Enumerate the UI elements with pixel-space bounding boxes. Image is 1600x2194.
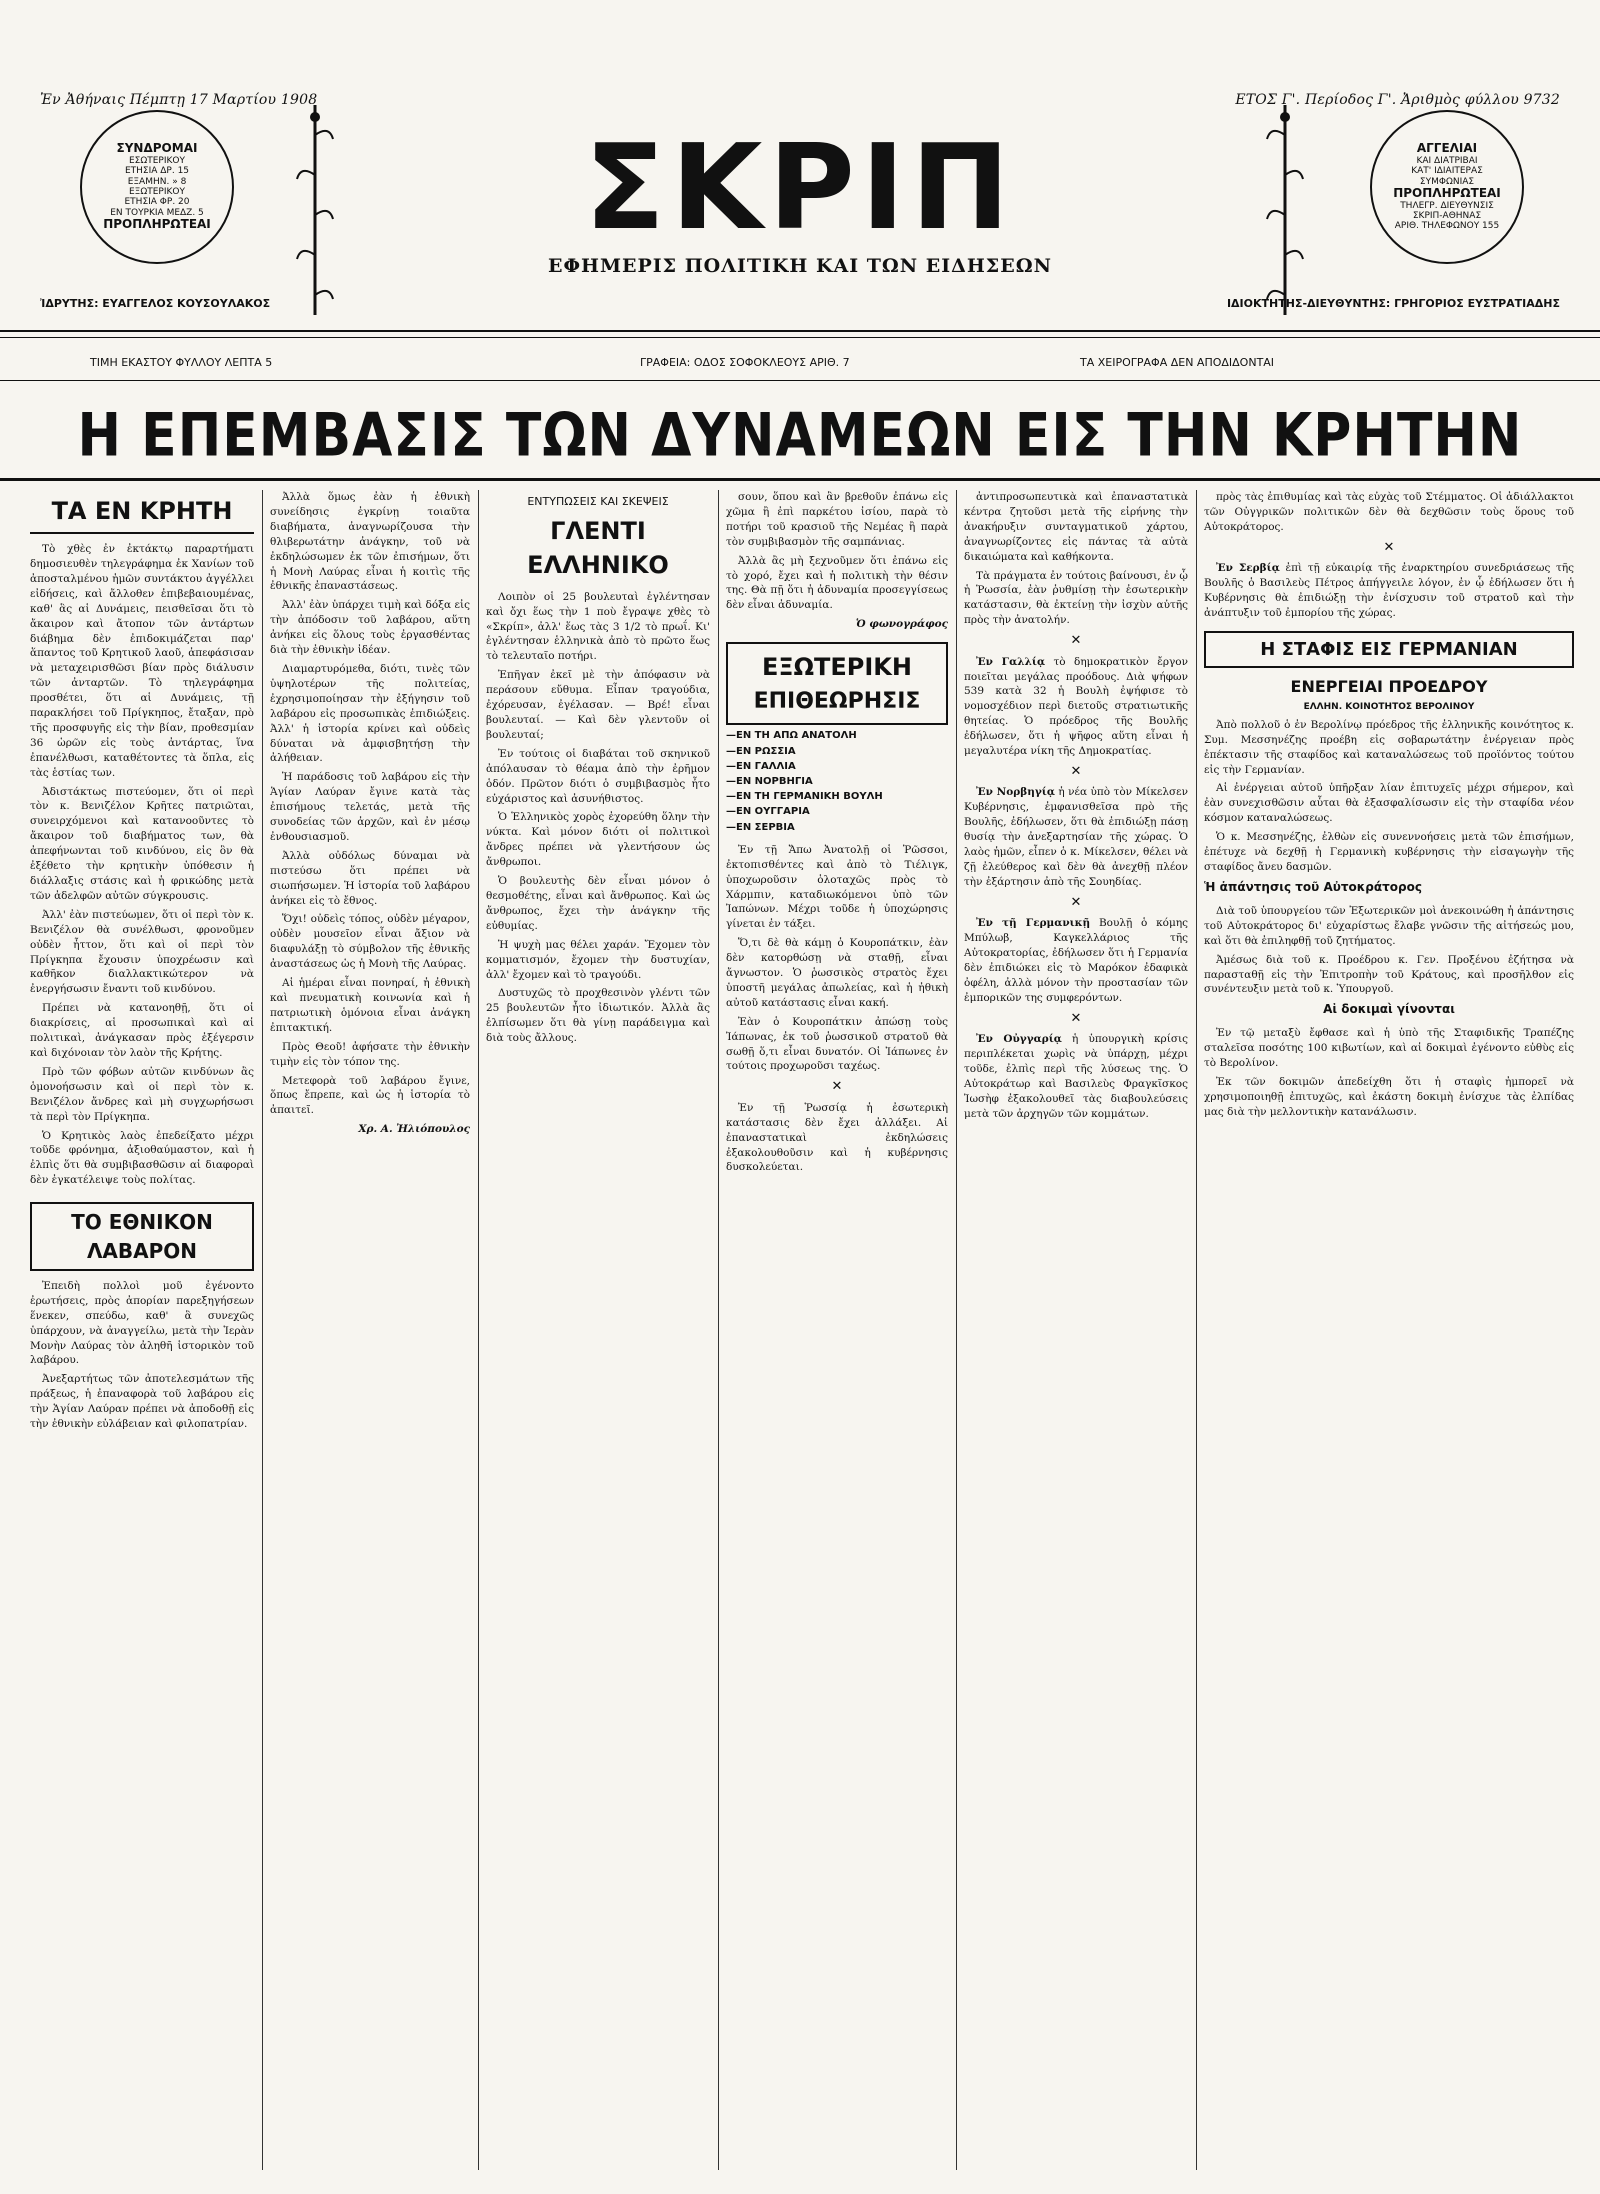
paragraph: Πρέπει νὰ κατανοηθῇ, ὅτι οἱ διακρίσεις, αἱ προσωπικαὶ καὶ αἱ πολιτικαὶ, ἀνάγκασαν πρὸς ἐξέγερσιν καὶ διχόνοιαν τὸν λαὸν τῆς Κρήτης. xyxy=(30,1002,254,1059)
paragraph: Αἱ ἡμέραι εἶναι πονηραί, ἡ ἐθνικὴ καὶ πνευματικὴ κοινωνία καὶ ἡ πατριωτικὴ ὁμόνοια εἶναι ἀνάγκη ἐπιτακτική. xyxy=(270,977,470,1034)
paragraph: Ἐὰν ὁ Κουροπάτκιν ἀπώσῃ τοὺς Ἰάπωνας, ἐκ τοῦ ῥωσσικοῦ στρατοῦ θὰ σωθῇ ὅ,τι εἶναι δυνατόν. Οἱ Ἰάπωνες ἐν τούτοις προχωροῦσι ταχέως. xyxy=(726,1015,948,1073)
list-item: —ΕΝ ΟΥΓΓΑΡΙΑ xyxy=(726,806,810,818)
manuscripts-info: ΤΑ ΧΕΙΡΟΓΡΑΦΑ ΔΕΝ ΑΠΟΔΙΔΟΝΤΑΙ xyxy=(1080,356,1275,369)
stamp-line: ΠΡΟΠΛΗΡΩΤΕΑΙ xyxy=(1393,186,1501,200)
column-rule xyxy=(718,490,719,2170)
paragraph: Ἐν τῇ Ἄπω Ἀνατολῇ οἱ Ῥῶσσοι, ἐκτοπισθέντες καὶ ἀπὸ τὸ Τιέλιγκ, ὑποχωροῦσιν ὁλοταχῶς πρὸς τὸ Χάρμπιν, καταδιωκόμενοι ὑπὸ τῶν Ἰαπώνων. Μέχρι τοῦδε ἡ ὑποχώρησις γίνεται ἐν τάξει. xyxy=(726,843,948,931)
dateline-right: ΕΤΟΣ Γ'. Περίοδος Γ'. Ἀριθμὸς φύλλου 9732 xyxy=(1235,92,1560,108)
column-rule xyxy=(1196,490,1197,2170)
news-text: ἡ ὑπουργικὴ κρίσις περιπλέκεται χωρὶς νὰ ὑπάρχῃ, μέχρι τοῦδε, ἐλπὶς περὶ τῆς λύσεως της. Ὁ Αὐτοκράτωρ καὶ Βασιλεὺς Φραγκῖσκος Ἰωσὴφ ἐξακολουθεῖ τὰς διαβουλεύσεις μετὰ τῶν ἀρχηγῶν τῶν κομμάτων. xyxy=(964,1033,1189,1120)
paragraph: Ἐκ τῶν δοκιμῶν ἀπεδείχθη ὅτι ἡ σταφὶς ἠμπορεῖ νὰ χρησιμοποιηθῇ ἐπιτυχῶς, καὶ ἐκάστη δοκιμὴ ἐνίσχυε τὰς ἐλπίδας μας διὰ τὴν μελλοντικὴν κατανάλωσιν. xyxy=(1204,1076,1574,1118)
paragraph: Διαμαρτυρόμεθα, διότι, τινὲς τῶν ὑψηλοτέρων τῆς πολιτείας, ἐχρησιμοποίησαν τὴν ἐξήγησιν τοῦ λαβάρου εἰς προσωπικὰς ἐπιδιώξεις. Ἀλλ' ἡ ἱστορία κρίνει καὶ οὐδεὶς δύναται νὰ ἀμφισβητήσῃ τὴν ἀλήθειαν. xyxy=(270,662,470,765)
masthead-rule-thin xyxy=(0,337,1600,338)
stamp-line: ΑΓΓΕΛΙΑΙ xyxy=(1416,141,1478,156)
subsection-title: Ἡ ἀπάντησις τοῦ Αὐτοκράτορος xyxy=(1204,879,1422,894)
stamp-line: ΠΡΟΠΛΗΡΩΤΕΑΙ xyxy=(103,217,211,232)
column-5 xyxy=(964,490,1188,1126)
article-byline: ΕΛΛΗΝ. ΚΟΙΝΟΤΗΤΟΣ ΒΕΡΟΛΙΝΟΥ xyxy=(1303,702,1475,713)
news-text: τὸ δημοκρατικὸν ἔργον ποιεῖται μεγάλας προόδους. Διὰ ψήφων 539 κατὰ 32 ἡ Βουλὴ ἐψήφισε τὸ νομοσχέδιον περὶ διετοῦς στρατιωτικῆς θητείας. Ὁ πρόεδρος τῆς Βουλῆς ἐδήλωσεν, ὅτι ἡ ψῆφος αὕτη εἶναι ἡ μεγαλυτέρα νίκη τῆς Δημοκρατίας. xyxy=(964,655,1189,758)
paragraph: Ὅ,τι δὲ θὰ κάμῃ ὁ Κουροπάτκιν, ἐὰν δὲν κατορθώσῃ νὰ σταθῇ, εἶναι ἄγνωστον. Ὁ ῥωσσικὸς στρατὸς ἔχει ὑποστῆ μεγάλας ἀπωλείας, καὶ ἡ ἠθικὴ αὐτοῦ κατάστασις εἶναι κακή. xyxy=(726,937,948,1009)
paragraph: Ἐν τούτοις οἱ διαβάται τοῦ σκηνικοῦ ἀπόλαυσαν τὸ θέαμα ἀπὸ τὴν ἐρῆμον ὁδόν. Πρῶτον διότι ὁ συμβιβασμὸς ἦτο εὐχάριστος καὶ ἀσυνήθιστος. xyxy=(486,747,710,805)
infobar-rule xyxy=(0,380,1600,381)
paragraph: Πρὸ τῶν φόβων αὐτῶν κινδύνων ἂς ὁμονοήσωσιν καὶ οἱ περὶ τὸν κ. Βενιζέλον ἄνδρες καὶ μὴ συγχωρήσωσι τὰ περὶ τὸν Πρίγκηπα. xyxy=(30,1065,254,1123)
column-rule xyxy=(956,490,957,2170)
paragraph: Ἐπειδὴ πολλοὶ μοῦ ἐγένοντο ἐρωτήσεις, πρὸς ἀπορίαν παρεξηγήσεων ἕνεκεν, σπεύδω, καθ' ἃ συνεχῶς ὑπάρχουν, νὰ ἀναγγείλω, μετὰ τὴν Ἱερὰν Μονὴν Λαύρας τὸν ἀληθῆ ἱστορικὸν τοῦ λαβάρου. xyxy=(30,1279,254,1367)
paragraph: Ἀπὸ πολλοῦ ὁ ἐν Βερολίνῳ πρόεδρος τῆς ἑλληνικῆς κοινότητος κ. Συμ. Μεσσηνέζης προέβη εἰς σοβαρωτάτην ἐνέργειαν πρὸς ἐπέκτασιν τῆς σταφίδος καὶ καταναλώσεως τοῦ προϊόντος τούτου εἰς τὴν Γερμανίαν. xyxy=(1204,718,1574,776)
paragraph: Ἀλλ' ἐὰν ὑπάρχει τιμὴ καὶ δόξα εἰς τὴν ἀπόδοσιν τοῦ λαβάρου, αὕτη ἀνήκει εἰς ὅλους τοὺς ἐργασθέντας διὰ τὴν ἐθνικὴν ἰδέαν. xyxy=(270,599,470,657)
news-item-france xyxy=(964,655,1188,759)
column-3 xyxy=(486,490,710,1050)
list-item: —ΕΝ ΤΗ ΓΕΡΜΑΝΙΚΗ ΒΟΥΛΗ xyxy=(726,791,883,803)
author-signature: Ὁ φωνογράφος xyxy=(855,618,948,631)
list-item: —ΕΝ ΤΗ ΑΠΩ ΑΝΑΤΟΛΗ xyxy=(726,730,857,742)
column-2 xyxy=(270,490,470,1137)
news-text: ἡ νέα ὑπὸ τὸν Μίκελσεν Κυβέρνησις, ἐμφανισθεῖσα πρὸ τῆς Βουλῆς, ἐδήλωσεν, ὅτι θὰ ἐπιδιώξῃ πάσῃ θυσίᾳ τὴν ἀνεξαρτησίαν τῆς χώρας. Ὁ λαὸς ἡμῶν, εἶπεν ὁ κ. Μίκελσεν, θέλει νὰ ζῇ ἐλεύθερος καὶ δὲν θὰ ἀνεχθῇ πλέον τὴν ἐξάρτησιν ἀπὸ τῆς Σουηδίας. xyxy=(964,786,1188,888)
column-rule xyxy=(478,490,479,2170)
paragraph: Ἡ ψυχὴ μας θέλει χαράν. Ἔχομεν τὸν κομματισμόν, ἔχομεν τὴν δυστυχίαν, ἀλλ' ἔχομεν καὶ τὸ τραγούδι. xyxy=(486,938,710,981)
paragraph: Ἀνεξαρτήτως τῶν ἀποτελεσμάτων τῆς πράξεως, ἡ ἐπαναφορὰ τοῦ λαβάρου εἰς τὴν Ἁγίαν Λαύραν πρέπει νὰ ἀποδοθῇ εἰς τὴν ἐθνικὴν εὐλάβειαν καὶ φιλοπατρίαν. xyxy=(30,1373,254,1431)
stamp-line: ΑΡΙΘ. ΤΗΛΕΦΩΝΟΥ 155 xyxy=(1394,221,1500,232)
section-separator-x: ✕ xyxy=(831,1079,843,1095)
article-kicker: ΕΝΤΥΠΩΣΕΙΣ ΚΑΙ ΣΚΕΨΕΙΣ xyxy=(527,495,669,508)
dateline-left: Ἐν Ἀθήναις Πέμπτῃ 17 Μαρτίου 1908 xyxy=(40,92,318,108)
paragraph: Ὁ βουλευτὴς δὲν εἶναι μόνον ὁ θεσμοθέτης, εἶναι καὶ ἄνθρωπος. Καὶ ὡς ἄνθρωπος, ἔχει τὴν ἀνάγκην τῆς εὐθυμίας. xyxy=(486,875,710,932)
stamp-line: ΕΞΑΜΗΝ. » 8 xyxy=(127,176,187,187)
stamp-line: ΣΥΜΦΩΝΙΑΣ xyxy=(1419,176,1475,187)
headline-rule xyxy=(0,478,1600,481)
paragraph: Τὸ χθὲς ἐν ἐκτάκτῳ παραρτήματι δημοσιευθὲν τηλεγράφημα ἐκ Χανίων τοῦ ἀποσταλμένου ἡμῶν συντάκτου ἀγγέλλει εἰδήσεις, καὶ ἄλλοθεν ἐπιβεβαιουμένας, καθ' ἃς αἱ Δυνάμεις, πεισθεῖσαι ὅτι τὸ ἄκαιρον καὶ ἄτοπον τῶν ἀντάρτων διάβημα δὲν ἐπιδοκιμάζεται παρ' ἅπαντος τοῦ Κρητικοῦ λαοῦ, ἀπεφάσισαν νὰ μεταχειρισθῶσι βίαν πρὸς διάλυσιν τῶν ἀνταρτῶν. Τὸ τηλεγράφημα προσθέτει, ὅτι αἱ Δυνάμεις, τῇ παρακλήσει τοῦ Πρίγκηπος, ἔταξαν, πρὸ τῆς προσφυγῆς εἰς τὴν βίαν, προθεσμίαν 36 ὡρῶν εἰς τοὺς ἀντάρτας, ἵνα ἐπανέλθωσι, καταθέτοντες τὰ ὅπλα, εἰς τὰς ἑστίας των. xyxy=(30,543,254,779)
column-rule xyxy=(262,490,263,2170)
paragraph: Αἱ ἐνέργειαι αὐτοῦ ὑπῆρξαν λίαν ἐπιτυχεῖς μέχρι σήμερον, καὶ ἐὰν συνεχισθῶσιν αὗται θὰ ἐξασφαλίσωσιν εἰς τὴν σταφίδα νέον κόσμον καταναλώσεως. xyxy=(1204,782,1574,825)
news-item-norway xyxy=(964,785,1188,889)
price-info: ΤΙΜΗ ΕΚΑΣΤΟΥ ΦΥΛΛΟΥ ΛΕΠΤΑ 5 xyxy=(90,356,273,369)
paragraph: Ὁ Ἑλληνικὸς χορὸς ἐχορεύθη ὅλην τὴν νύκτα. Καὶ μόνον διότι οἱ πολιτικοὶ ἄνδρες πρέπει νὰ γλεντήσουν ὡς ἄνθρωποι. xyxy=(486,811,710,869)
stamp-line: ΚΑΤ' ΙΔΙΑΙΤΕΡΑΣ xyxy=(1411,166,1483,177)
paragraph: Ἐπῆγαν ἐκεῖ μὲ τὴν ἀπόφασιν νὰ περάσουν εὔθυμα. Εἶπαν τραγούδια, ἐχόρευσαν, ἐγέλασαν. — Βρέ! εἶναι βουλευταί. — Καὶ δὲν γλεντοῦν οἱ βουλευταί; xyxy=(486,669,710,741)
list-item: —ΕΝ ΓΑΛΛΙΑ xyxy=(726,760,796,772)
section-separator-x: ✕ xyxy=(1070,763,1082,779)
left-vine-ornament xyxy=(295,105,335,315)
author-signature: Χρ. Α. Ἠλιόπουλος xyxy=(358,1123,470,1136)
paragraph: Πρὸς Θεοῦ! ἀφήσατε τὴν ἐθνικὴν τιμὴν εἰς τὸν τόπον της. xyxy=(270,1040,470,1068)
news-lead: Ἐν Γαλλίᾳ xyxy=(976,655,1046,668)
section-title: ΕΠΙΘΕΩΡΗΣΙΣ xyxy=(753,689,921,715)
stamp-line: ΕΣΩΤΕΡΙΚΟΥ xyxy=(129,155,185,166)
newspaper-title: ΣΚΡΙΠ xyxy=(584,118,1016,256)
newspaper-subtitle: ΕΦΗΜΕΡΙΣ ΠΟΛΙΤΙΚΗ ΚΑΙ ΤΩΝ ΕΙΔΗΣΕΩΝ xyxy=(548,255,1052,277)
paragraph: Ὁ κ. Μεσσηνέζης, ἐλθὼν εἰς συνεννοήσεις μετὰ τῶν ἐπισήμων, ἐπέτυχε νὰ δεχθῇ ἡ Γερμανικὴ κυβέρνησις τὴν εἰσαγωγὴν τῆς σταφίδος ἄνευ δασμῶν. xyxy=(1204,831,1574,873)
paragraph: Ἀδιστάκτως πιστεύομεν, ὅτι οἱ περὶ τὸν κ. Βενιζέλον Κρῆτες πατριῶται, συνειρχόμενοι καὶ κατανοοῦντες τὸ ἄκαιρον τοῦ διαβήματος των, θὰ ἀπεφήνωνται τοῦ κινδύνου, εἰς ὃν θὰ ἐξέθετο τὴν κρητικὴν ὑπόθεσιν ἡ διάλλαξις στάσις καὶ ἡ φρικώδης μετὰ τῶν ἀδελφῶν αὐτῶν σύγκρουσις. xyxy=(30,785,254,902)
paragraph: Ὁ Κρητικὸς λαὸς ἐπεδείξατο μέχρι τοῦδε φρόνημα, ἀξιοθαύμαστον, καὶ ἡ ἐλπὶς ὅτι θὰ συμβιβασθῶσιν αἱ διαφοραὶ δὲν ἐγκατέλειψε τοὺς πολίτας. xyxy=(30,1129,254,1187)
stamp-line: ΕΞΩΤΕΡΙΚΟΥ xyxy=(129,187,185,197)
column-4 xyxy=(726,490,948,1179)
right-vine-ornament xyxy=(1265,105,1305,315)
paragraph: Λοιπὸν οἱ 25 βουλευταὶ ἐγλέντησαν καὶ ὄχι ἕως τὴν 1 ποὺ ἔγραψε χθὲς τὸ «Σκρίπ», ἀλλ' ἕως τὰς 3 1/2 τὸ πρωΐ. Κι' ἐγλέντησαν ἑλληνικὰ ἀπὸ τὸ πρῶτο ἕως τὸ τελευταῖο ποτήρι. xyxy=(486,590,710,663)
news-item-serbia xyxy=(1204,561,1574,621)
section-separator-x: ✕ xyxy=(1070,1010,1082,1026)
list-item: —ΕΝ ΣΕΡΒΙΑ xyxy=(726,821,795,833)
paragraph: πρὸς τὰς ἐπιθυμίας καὶ τὰς εὐχὰς τοῦ Στέμματος. Οἱ ἀδιάλλακτοι τῶν Οὐγγρικῶν πολιτικῶν δὲν θὰ δεχθῶσιν τοὺς ὅρους τοῦ Αὐτοκράτορος. xyxy=(1204,491,1574,533)
main-headline: Η ΕΠΕΜΒΑΣΙΣ ΤΩΝ ΔΥΝΑΜΕΩΝ ΕΙΣ ΤΗΝ ΚΡΗΤΗΝ xyxy=(77,401,1523,471)
article-title-stafis: Η ΣΤΑΦΙΣ ΕΙΣ ΓΕΡΜΑΝΙΑΝ xyxy=(1204,631,1574,669)
subscription-stamp xyxy=(80,110,234,264)
stamp-line: ΚΑΙ ΔΙΑΤΡΙΒΑΙ xyxy=(1416,155,1478,166)
paragraph: Τὰ πράγματα ἐν τούτοις βαίνουσι, ἐν ᾧ ἡ Ῥωσσία, ἐὰν ῥυθμίσῃ τὴν ἐσωτερικὴν κατάστασιν, θὰ ἐκτείνῃ τὴν ἰσχὺν αὐτῆς πρὸς τὴν ἀνατολήν. xyxy=(964,569,1188,627)
paragraph: Ἡ παράδοσις τοῦ λαβάρου εἰς τὴν Ἁγίαν Λαύραν ἔγινε κατὰ τὰς ἐπισήμους τελετάς, μετὰ τῆς συνοδείας τῶν ἀρχῶν, καὶ ἐν μέσῳ ἐνθουσιασμοῦ. xyxy=(270,771,470,843)
paragraph: Ἀλλὰ οὐδόλως δύναμαι νὰ πιστεύσω ὅτι πρέπει νὰ σιωπήσωμεν. Ἡ ἱστορία τοῦ λαβάρου ἀνήκει εἰς τὸ ἔθνος. xyxy=(270,849,470,907)
news-lead: Ἐν Οὐγγαρίᾳ xyxy=(976,1033,1062,1046)
column-1 xyxy=(30,490,254,1436)
news-lead: Ἐν τῇ Γερμανικῇ xyxy=(976,917,1091,930)
paragraph: Μετεφορὰ τοῦ λαβάρου ἔγινε, ὅπως ἔπρεπε, καὶ ὡς ἡ ἱστορία τὸ ἀπαιτεῖ. xyxy=(270,1074,470,1117)
section-title: ΕΞΩΤΕΡΙΚΗ xyxy=(762,653,912,682)
contents-list xyxy=(726,729,948,834)
paragraph: Ἐν τῇ Ῥωσσίᾳ ἡ ἐσωτερικὴ κατάστασις δὲν ἔχει ἀλλάξει. Αἱ ἐπαναστατικαὶ ἐκδηλώσεις ἐξακολουθοῦσιν καὶ ἡ κυβέρνησις δυσκολεύεται. xyxy=(726,1101,948,1174)
masthead-rule xyxy=(0,330,1600,332)
list-item: —ΕΝ ΝΟΡΒΗΓΙΑ xyxy=(726,776,813,788)
advertising-stamp xyxy=(1370,110,1524,264)
stamp-line: ΕΤΗΣΙΑ ΦΡ. 20 xyxy=(124,197,190,208)
section-separator-x: ✕ xyxy=(1383,539,1395,555)
paragraph: Ἀμέσως διὰ τοῦ κ. Προέδρου κ. Γεν. Προξένου ἐζήτησα νὰ παρασταθῇ εἰς τὴν Ἐπιτροπὴν τοῦ Κράτους, καὶ προσῆλθον εἰς συνέντευξιν μετὰ τοῦ κ. Ὑπουργοῦ. xyxy=(1204,953,1574,996)
offices-info: ΓΡΑΦΕΙΑ: ΟΔΟΣ ΣΟΦΟΚΛΕΟΥΣ ΑΡΙΘ. 7 xyxy=(640,356,850,369)
paragraph: Διὰ τοῦ ὑπουργείου τῶν Ἐξωτερικῶν μοὶ ἀνεκοινώθη ἡ ἀπάντησις τοῦ Αὐτοκράτορος δι' εὐχαρίστως ἔλαβε γνῶσιν τῆς αἰτήσεώς μου, καὶ ὅτι θὰ ἐπιληφθῇ τοῦ ζητήματος. xyxy=(1204,904,1574,947)
article-title-ta-en-kriti: ΤΑ ΕΝ ΚΡΗΤΗ xyxy=(30,494,254,534)
paragraph: Ἀλλὰ ἂς μὴ ξεχνοῦμεν ὅτι ἐπάνω εἰς τὸ χορό, ἔχει καὶ ἡ πολιτικὴ τὴν θέσιν της. Θὰ πῇ ὅτι ἡ ἀδυναμία προσεγγίσεως δὲν εἶναι ἀδυναμία. xyxy=(726,554,948,612)
paragraph: ἀντιπροσωπευτικὰ καὶ ἐπαναστατικὰ κέντρα ζητοῦσι μετὰ τῆς εἰρήνης τὴν ἀνακήρυξιν συνταγματικοῦ χάρτου, ἀναγνωρίζοντες εἰς πάντας τὰ αὐτὰ δικαιώματα καὶ καθήκοντα. xyxy=(964,491,1188,563)
stamp-line: ΤΗΛΕΓΡ. ΔΙΕΥΘΥΝΣΙΣ xyxy=(1400,200,1494,211)
foreign-review-box xyxy=(726,642,948,725)
paragraph: Ὅχι! οὐδεὶς τόπος, οὐδὲν μέγαρον, οὐδὲν μουσεῖον εἶναι ἄξιον νὰ διαφυλάξῃ τὸ σύμβολον τῆς ἐθνικῆς ἀναστάσεως ὡς ἡ Μονὴ τῆς Λαύρας. xyxy=(270,913,470,971)
news-text: Βουλῇ ὁ κόμης Μπύλωβ, Καγκελλάριος τῆς Αὐτοκρατορίας, ἐδήλωσεν ὅτι ἡ Γερμανία δὲν ἐπιδιώκει εἰς τὸ Μαρόκον ἐδαφικὰ ὀφέλη, ἀλλὰ μόνον τὴν προστασίαν τῶν ἐμπορικῶν της συμφερόντων. xyxy=(964,917,1189,1004)
article-title-glenti: ΓΛΕΝΤΙ ΕΛΛΗΝΙΚΟ xyxy=(527,516,669,579)
paragraph: Δυστυχῶς τὸ προχθεσινὸν γλέντι τῶν 25 βουλευτῶν ἦτο ἰδιωτικόν. Ἀλλὰ ἂς ἐλπίσωμεν ὅτι θὰ γίνῃ παράδειγμα καὶ διὰ τοὺς ἄλλους. xyxy=(486,987,710,1045)
owner-credit: ΙΔΙΟΚΤΗΤΗΣ-ΔΙΕΥΘΥΝΤΗΣ: ΓΡΗΓΟΡΙΟΣ ΕΥΣΤΡΑΤΙΑΔΗΣ xyxy=(1226,297,1560,310)
article-title-ethnikon-lavaron: ΤΟ ΕΘΝΙΚΟΝ ΛΑΒΑΡΟΝ xyxy=(30,1202,254,1271)
stamp-line: ΕΤΗΣΙΑ ΔΡ. 15 xyxy=(124,166,190,177)
news-item-germany xyxy=(964,916,1188,1005)
news-lead: Ἐν Νορβηγίᾳ xyxy=(976,786,1055,799)
list-item: —ΕΝ ΡΩΣΣΙΑ xyxy=(726,745,796,757)
paragraph: σουν, ὅπου καὶ ἂν βρεθοῦν ἐπάνω εἰς χῶμα ἢ ἐπὶ παρκέτου ἰσίου, παρὰ τὸ ποτήρι τοῦ κρασιοῦ τῆς Νεμέας ἢ παρὰ τὸν συμβιβασμὸν τῆς σαμπάνιας. xyxy=(726,491,948,548)
news-item-hungary xyxy=(964,1032,1188,1121)
article-subtitle: ΕΝΕΡΓΕΙΑΙ ΠΡΟΕΔΡΟΥ xyxy=(1290,677,1488,697)
paragraph: Ἀλλ' ἐὰν πιστεύωμεν, ὅτι οἱ περὶ τὸν κ. Βενιζέλον θὰ συνέλθωσι, φρονοῦμεν οὐδὲν ἧττον, ὅτι καὶ οἱ περὶ τὸν Πρίγκηπα ἔχουσιν ὑποχρέωσιν καὶ καθῆκον διαλλακτικώτερον νὰ ἐνεργήσωσιν ἔναντι τοῦ κινδύνου. xyxy=(30,908,254,996)
founder-credit: ἸΔΡΥΤΗΣ: ΕΥΑΓΓΕΛΟΣ ΚΟΥΣΟΥΛΑΚΟΣ xyxy=(40,297,271,310)
column-6 xyxy=(1204,490,1574,1124)
news-text: ἐπὶ τῇ εὐκαιρίᾳ τῆς ἐναρκτηρίου συνεδριάσεως τῆς Βουλῆς ὁ Βασιλεὺς Πέτρος ἀπήγγειλε λόγον, ἐν ᾧ ἐδήλωσεν ὅτι ἡ Κυβέρνησις θὰ ἐπιδιώξῃ τὴν ἐνίσχυσιν τοῦ στρατοῦ καὶ τὴν ἀνάπτυξιν τοῦ ἐμπορίου τῆς χώρας. xyxy=(1204,562,1574,619)
section-separator-x: ✕ xyxy=(1070,633,1082,649)
news-lead: Ἐν Σερβίᾳ xyxy=(1216,562,1280,575)
subsection-title: Αἱ δοκιμαὶ γίνονται xyxy=(1323,1002,1455,1017)
paragraph: Ἀλλὰ ὅμως ἐὰν ἡ ἐθνικὴ συνείδησις ἐγκρίνῃ τοιαῦτα διαβήματα, ἀναγνωρίζουσα τὴν θλιβερωτάτην ἀνάγκην, τοῦ νὰ ἐκδηλώσωμεν ἐκ τῶν ἐπισήμων, ὅτι ἡ Μονὴ Λαύρας εἶναι ἡ κοιτὶς τῆς ἐθνικῆς ἐπαναστάσεως. xyxy=(270,491,470,593)
stamp-line: ΣΚΡΙΠ-ΑΘΗΝΑΣ xyxy=(1412,211,1482,222)
stamp-line: ΣΥΝΔΡΟΜΑΙ xyxy=(116,141,198,156)
section-separator-x: ✕ xyxy=(1070,894,1082,910)
paragraph: Ἐν τῷ μεταξὺ ἔφθασε καὶ ἡ ὑπὸ τῆς Σταφιδικῆς Τραπέζης σταλεῖσα ποσότης 100 κιβωτίων, καὶ αἱ δοκιμαὶ ἐγένοντο εὐθὺς εἰς τὸ Βερολίνον. xyxy=(1204,1027,1574,1070)
stamp-line: ΕΝ ΤΟΥΡΚΙΑ ΜΕΔΖ. 5 xyxy=(110,207,204,218)
